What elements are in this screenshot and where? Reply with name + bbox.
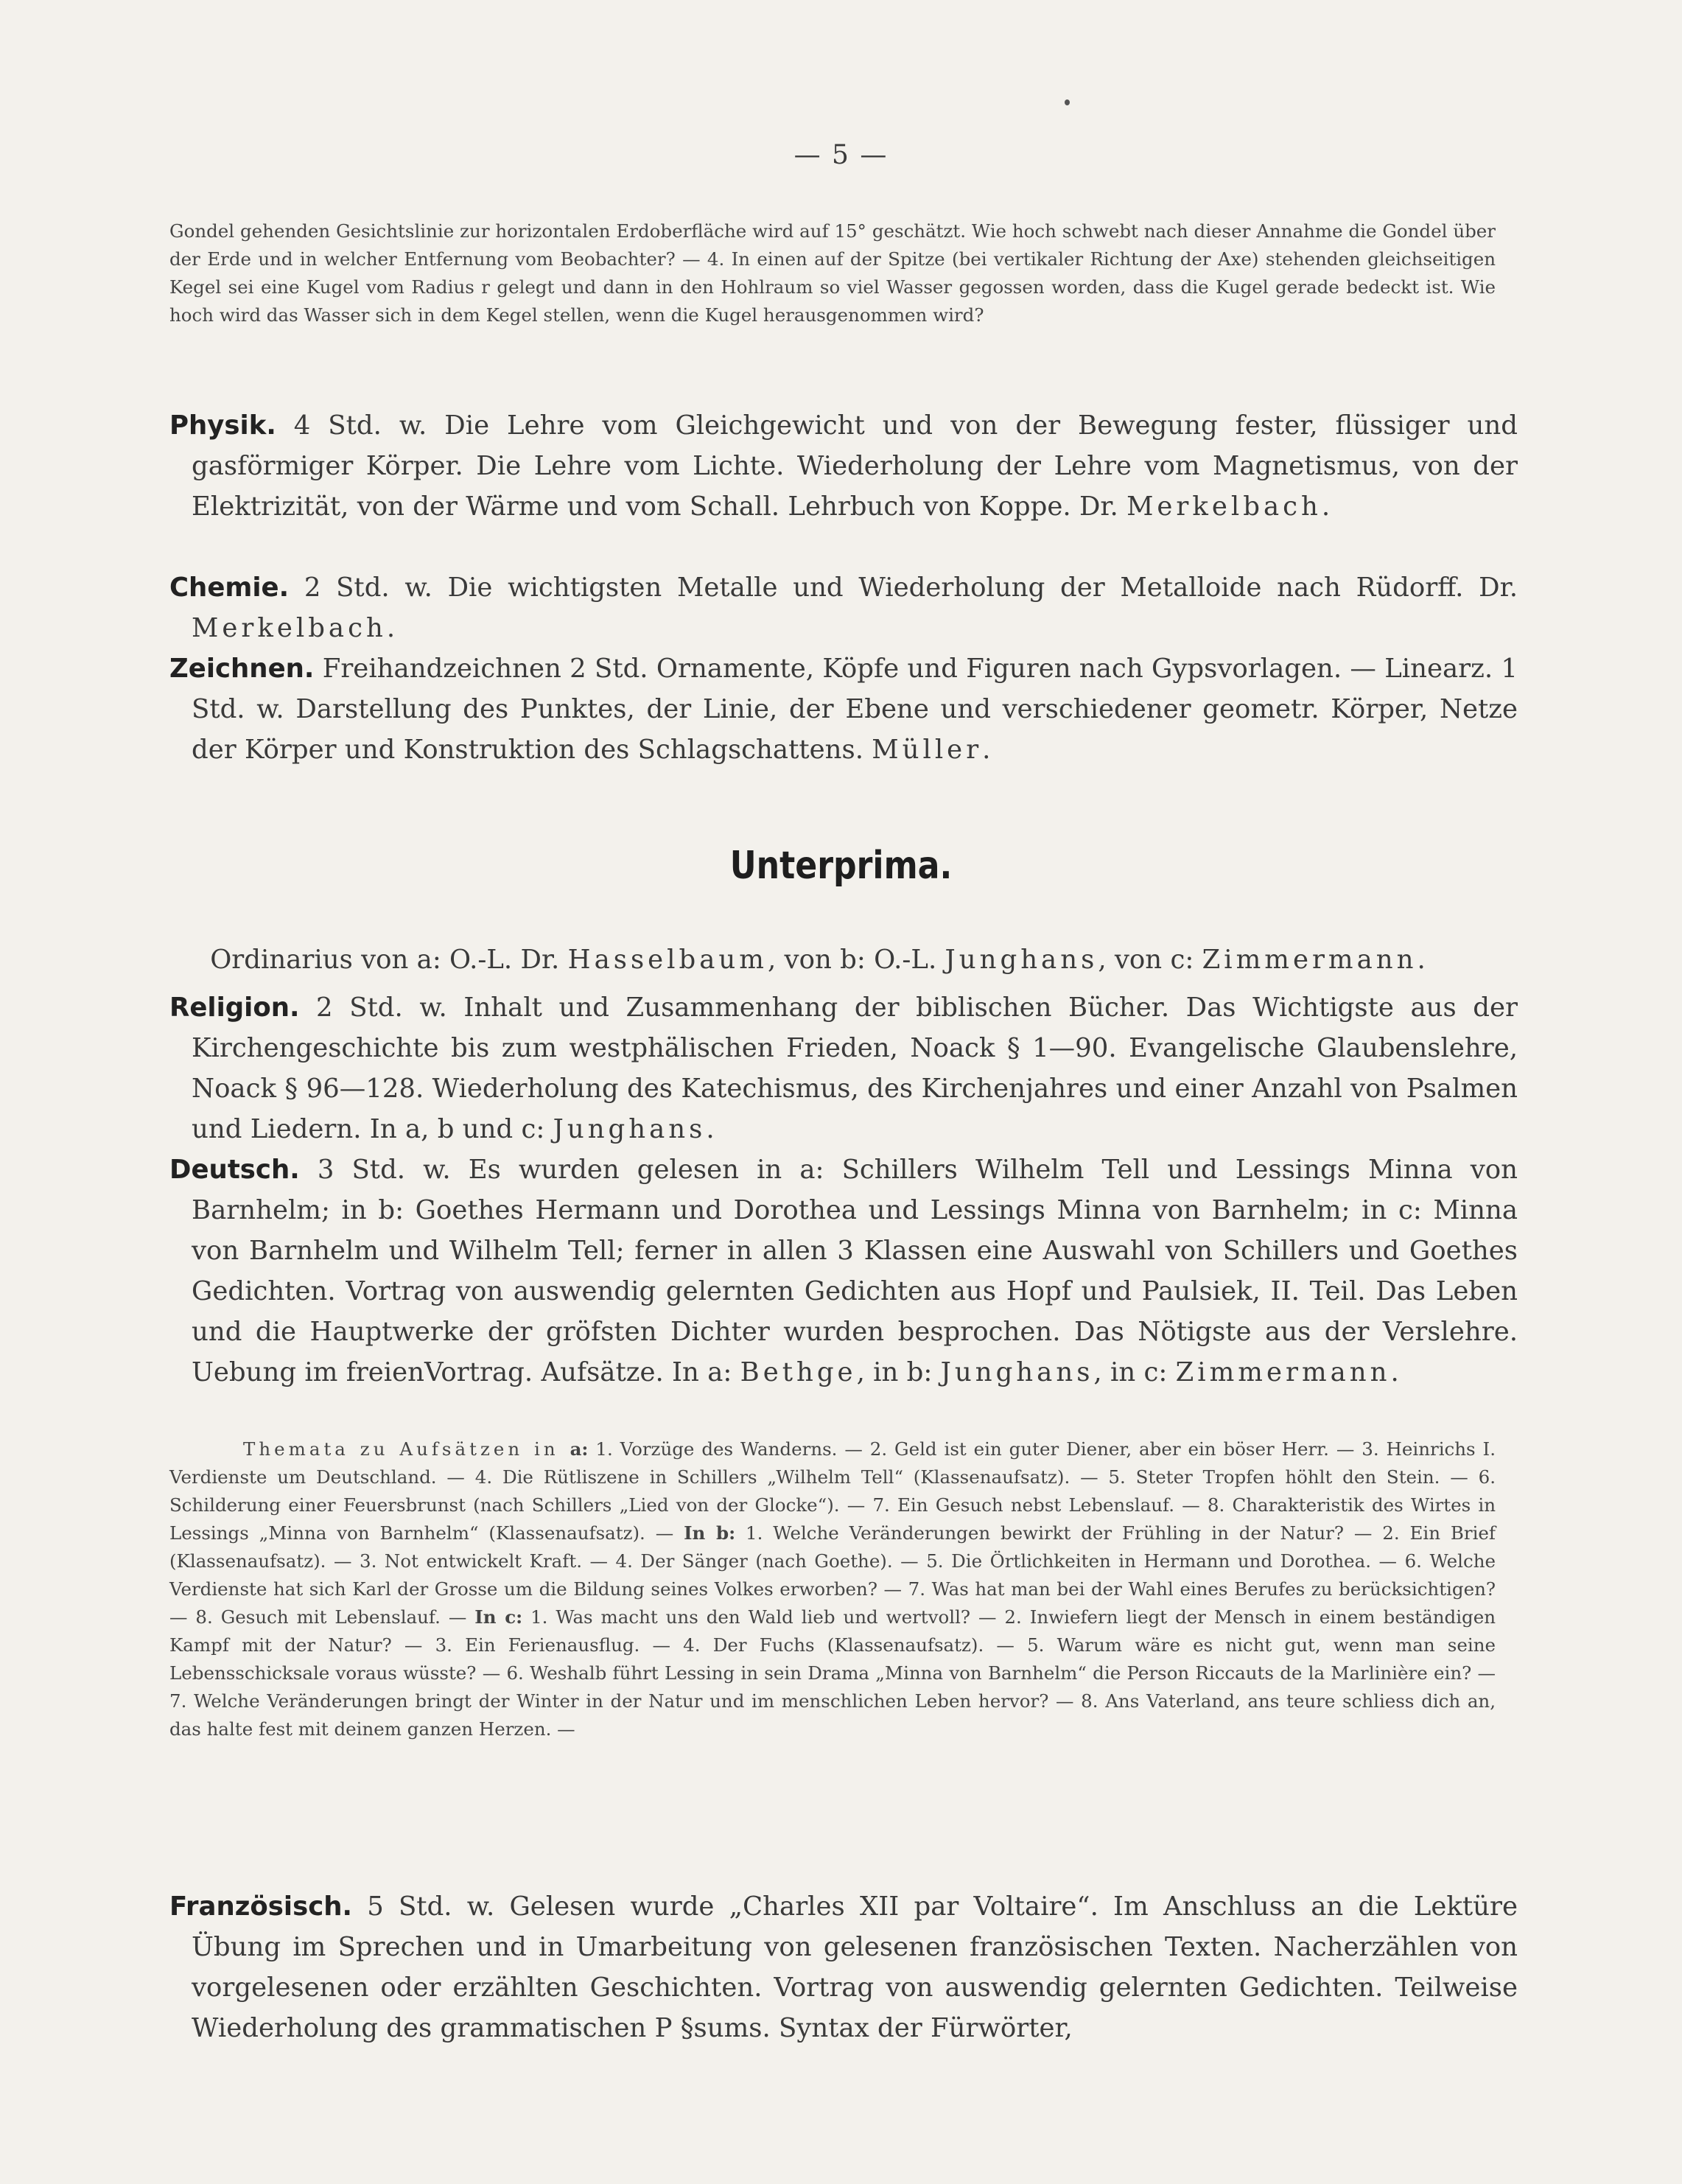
ordinarius-end: . bbox=[1417, 945, 1426, 975]
chemie-heading: Chemie. bbox=[169, 573, 290, 603]
themata-a-text: 1. Vorzüge des Wanderns. — 2. Geld ist ein guter Diener, aber ein böser Herr. — 3. Heinrichs I. Verdienste um Deutschland. — 4. Die Rütliszene in Schillers „Wilhelm Tell“ (Klassenaufsatz). — 5. Steter Tropfen höhlt den Stein. — 6. Schilderung einer Feuersbrunst (nach Schillers „Lied von der Glocke“). — 7. Ein Gesuch nebst Lebenslauf. — 8. Charakteristik des Wirtes in Lessings „Minna von Barnhelm“ (Klassenaufsatz). — bbox=[169, 1438, 1496, 1544]
deutsch-text: 3 Std. w. Es wurden gelesen in a: Schillers Wilhelm Tell und Lessings Minna von Barnhelm; in b: Goethes Hermann und Dorothea und Lessings Minna von Barnhelm; in c: Minna von Barnhelm und Wilhelm Tell; ferner in allen 3 Klassen eine Auswahl von Schillers und Goethes Gedichten. Vortrag von auswendig gelernten Gedichten aus Hopf und Paulsiek, II. Teil. Das Leben und die Hauptwerke der gröfsten Dichter wurden besprochen. Das Nötigste aus der Verslehre. Uebung im freienVortrag. Aufsätze. In a: bbox=[192, 1155, 1518, 1387]
chemie-end: . bbox=[386, 613, 396, 643]
zeichnen-paragraph bbox=[169, 648, 1518, 770]
intro-paragraph: Gondel gehenden Gesichtslinie zur horizontalen Erdoberfläche wird auf 15° geschätzt. Wie hoch schwebt nach dieser Annahme die Gondel über der Erde und in welcher Entfernung vom Beobachter? — 4. In einen auf der Spitze (bei vertikaler Richtung der Axe) stehenden gleichseitigen Kegel sei eine Kugel vom Radius r gelegt und dann in den Hohlraum so viel Wasser gegossen worden, dass die Kugel gerade bedeckt ist. Wie hoch wird das Wasser sich in dem Kegel stellen, wenn die Kugel herausgenommen wird? bbox=[169, 220, 1496, 326]
themata-label: Themata zu Aufsätzen in bbox=[243, 1438, 570, 1460]
deutsch-teacher-a: Bethge bbox=[740, 1357, 857, 1387]
ordinarius-mid2: , von c: bbox=[1098, 945, 1202, 975]
chemie-text: 2 Std. w. Die wichtigsten Metalle und Wiederholung der Metalloide nach Rüdorff. Dr. bbox=[289, 573, 1518, 603]
ordinarius-c: Zimmermann bbox=[1202, 945, 1418, 975]
franzoesisch-glyph: § bbox=[680, 2013, 694, 2043]
deutsch-teacher-c: Zimmermann bbox=[1175, 1357, 1391, 1387]
religion-teacher: Junghans bbox=[553, 1114, 707, 1144]
chemie-paragraph bbox=[169, 567, 1518, 648]
religion-end: . bbox=[706, 1114, 715, 1144]
deutsch-paragraph bbox=[169, 1149, 1518, 1393]
deutsch-mid1: , in b: bbox=[856, 1357, 941, 1387]
themata-b-label: In b: bbox=[684, 1522, 736, 1544]
zeichnen-teacher: Müller bbox=[872, 735, 983, 765]
physik-paragraph bbox=[169, 405, 1518, 527]
religion-heading: Religion. bbox=[169, 993, 300, 1023]
themata-b-text: 1. Welche Veränderungen bewirkt der Frühling in der Natur? — 2. Ein Brief (Klassenaufsatz). — 3. Not entwickelt Kraft. — 4. Der Sänger (nach Goethe). — 5. Die Örtlichkeiten in Hermann und Dorothea. — 6. Welche Verdienste hat sich Karl der Grosse um die Bildung seines Volkes erworben? — 7. Was hat man bei der Wahl eines Berufes zu berücksichtigen? — 8. Gesuch mit Lebenslauf. — bbox=[169, 1522, 1496, 1628]
ordinarius-line bbox=[133, 939, 1503, 980]
ordinarius-b: Junghans bbox=[945, 945, 1098, 975]
zeichnen-end: . bbox=[982, 735, 991, 765]
deutsch-end: . bbox=[1390, 1357, 1399, 1387]
deutsch-mid2: , in c: bbox=[1093, 1357, 1176, 1387]
themata-a-label: a: bbox=[570, 1438, 589, 1460]
physik-teacher: Merkelbach bbox=[1126, 491, 1322, 522]
religion-paragraph bbox=[169, 987, 1518, 1149]
themata-c-text: 1. Was macht uns den Wald lieb und wertvoll? — 2. Inwiefern liegt der Mensch in einem beständigen Kampf mit der Natur? — 3. Ein Ferienausflug. — 4. Der Fuchs (Klassenaufsatz). — 5. Warum wäre es nicht gut, wenn man seine Lebensschicksale voraus wüsste? — 6. Weshalb führt Lessing in sein Drama „Minna von Barnhelm“ die Person Riccauts de la Marlinière ein? — 7. Welche Veränderungen bringt der Winter in der Natur und im menschlichen Leben hervor? — 8. Ans Vaterland, ans teure schliess dich an, das halte fest mit deinem ganzen Herzen. — bbox=[169, 1606, 1496, 1740]
themata-c-label: In c: bbox=[474, 1606, 523, 1628]
physik-heading: Physik. bbox=[169, 410, 276, 441]
zeichnen-text: Freihandzeichnen 2 Std. Ornamente, Köpfe und Figuren nach Gypsvorlagen. — Linearz. 1 Std. w. Darstellung des Punktes, der Linie, der Ebene und verschiedener geometr. Körper, Netze der Körper und Konstruktion des Schlagschattens. bbox=[192, 654, 1518, 765]
ordinarius-a: Hasselbaum bbox=[567, 945, 768, 975]
franzoesisch-heading: Französisch. bbox=[169, 1891, 352, 1922]
franzoesisch-text: 5 Std. w. Gelesen wurde „Charles XII par Voltaire“. Im Anschluss an die Lektüre Übung im Sprechen und in Umarbeitung von gelesenen französischen Texten. Nacherzählen von vorgelesenen oder erzählten Geschichten. Vortrag von auswendig gelernten Gedichten. Teilweise Wiederholung des grammatischen P bbox=[192, 1891, 1518, 2043]
section-title: Unterprima. bbox=[729, 844, 953, 888]
physik-text: 4 Std. w. Die Lehre vom Gleichgewicht und von der Bewegung fester, flüssiger und gasförmiger Körper. Die Lehre vom Lichte. Wiederholung der Lehre vom Magnetismus, von der Elektrizität, von der Wärme und vom Schall. Lehrbuch von Koppe. Dr. bbox=[192, 410, 1518, 522]
deutsch-teacher-b: Junghans bbox=[940, 1357, 1094, 1387]
deutsch-heading: Deutsch. bbox=[169, 1155, 300, 1185]
zeichnen-heading: Zeichnen. bbox=[169, 654, 315, 684]
ordinarius-prefix: Ordinarius von a: O.-L. Dr. bbox=[210, 945, 568, 975]
physik-end: . bbox=[1321, 491, 1331, 522]
franzoesisch-end: sums. Syntax der Fürwörter, bbox=[693, 2013, 1073, 2043]
page-number: — 5 — bbox=[793, 140, 889, 170]
themata-paragraph bbox=[169, 1435, 1496, 1743]
ordinarius-mid1: , von b: O.-L. bbox=[767, 945, 945, 975]
chemie-teacher: Merkelbach bbox=[192, 613, 387, 643]
franzoesisch-paragraph bbox=[169, 1886, 1518, 2048]
ink-speck bbox=[1065, 99, 1070, 105]
religion-text: 2 Std. w. Inhalt und Zusammenhang der biblischen Bücher. Das Wichtigste aus der Kirchengeschichte bis zum westphälischen Frieden, Noack § 1—90. Evangelische Glaubenslehre, Noack § 96—128. Wiederholung des Katechismus, des Kirchenjahres und einer Anzahl von Psalmen und Liedern. In a, b und c: bbox=[192, 993, 1518, 1144]
